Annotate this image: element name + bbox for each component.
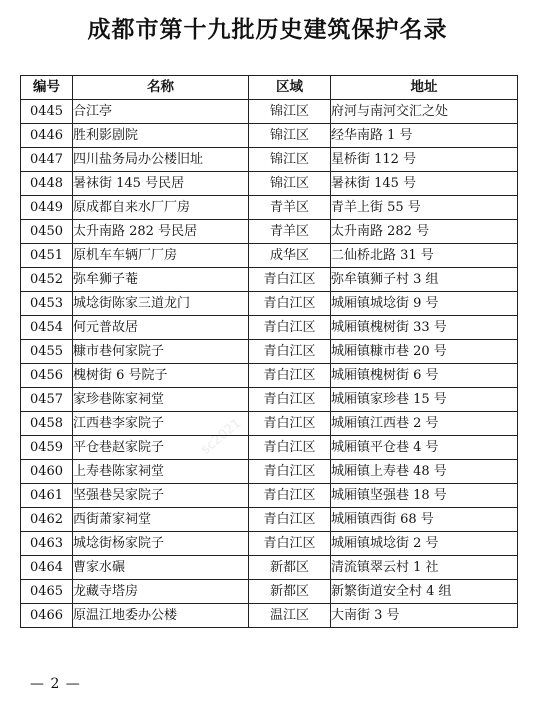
cell-address: 青羊上街 55 号 (331, 196, 518, 220)
table-row (21, 436, 518, 460)
table-row (21, 292, 518, 316)
cell-district: 锦江区 (249, 100, 331, 124)
table-row (21, 388, 518, 412)
cell-id: 0458 (21, 412, 73, 436)
table-row (21, 412, 518, 436)
cell-district: 温江区 (249, 604, 331, 628)
table-body (21, 100, 518, 628)
column-header-name: 名称 (73, 76, 249, 100)
table-row (21, 532, 518, 556)
cell-id: 0459 (21, 436, 73, 460)
cell-district: 青白江区 (249, 340, 331, 364)
cell-id: 0464 (21, 556, 73, 580)
cell-address: 城厢镇家珍巷 15 号 (331, 388, 518, 412)
cell-id: 0453 (21, 292, 73, 316)
table-row (21, 604, 518, 628)
cell-id: 0454 (21, 316, 73, 340)
table-header-row (21, 76, 518, 100)
cell-name: 糠市巷何家院子 (73, 340, 249, 364)
cell-district: 锦江区 (249, 124, 331, 148)
cell-id: 0460 (21, 460, 73, 484)
table-row (21, 508, 518, 532)
cell-district: 青白江区 (249, 436, 331, 460)
cell-name: 江西巷李家院子 (73, 412, 249, 436)
cell-name: 城埝街陈家三道龙门 (73, 292, 249, 316)
cell-name: 原温江地委办公楼 (73, 604, 249, 628)
cell-name: 原成都自来水厂厂房 (73, 196, 249, 220)
cell-district: 青羊区 (249, 196, 331, 220)
cell-name: 四川盐务局办公楼旧址 (73, 148, 249, 172)
cell-id: 0451 (21, 244, 73, 268)
cell-district: 青白江区 (249, 532, 331, 556)
cell-district: 成华区 (249, 244, 331, 268)
cell-address: 城厢镇坚强巷 18 号 (331, 484, 518, 508)
cell-address: 大南街 3 号 (331, 604, 518, 628)
cell-name: 槐树街 6 号院子 (73, 364, 249, 388)
cell-address: 新繁街道安全村 4 组 (331, 580, 518, 604)
cell-id: 0466 (21, 604, 73, 628)
cell-address: 城厢镇江西巷 2 号 (331, 412, 518, 436)
cell-name: 龙藏寺塔房 (73, 580, 249, 604)
cell-id: 0456 (21, 364, 73, 388)
cell-id: 0463 (21, 532, 73, 556)
cell-address: 城厢镇槐树街 33 号 (331, 316, 518, 340)
table-row (21, 364, 518, 388)
cell-address: 星桥街 112 号 (331, 148, 518, 172)
cell-name: 城埝街杨家院子 (73, 532, 249, 556)
cell-district: 青白江区 (249, 292, 331, 316)
cell-name: 暑袜街 145 号民居 (73, 172, 249, 196)
cell-district: 新都区 (249, 580, 331, 604)
table-row (21, 580, 518, 604)
table-row (21, 172, 518, 196)
cell-district: 青白江区 (249, 388, 331, 412)
table-row (21, 268, 518, 292)
page-number: — 2 — (30, 676, 81, 692)
table-row (21, 556, 518, 580)
cell-address: 城厢镇上寿巷 48 号 (331, 460, 518, 484)
table-row (21, 484, 518, 508)
cell-address: 二仙桥北路 31 号 (331, 244, 518, 268)
watermark: sc2021 (198, 415, 245, 458)
cell-district: 锦江区 (249, 148, 331, 172)
cell-address: 经华南路 1 号 (331, 124, 518, 148)
table-row (21, 196, 518, 220)
heritage-register-table (20, 75, 518, 628)
cell-id: 0457 (21, 388, 73, 412)
cell-id: 0449 (21, 196, 73, 220)
cell-name: 上寿巷陈家祠堂 (73, 460, 249, 484)
cell-id: 0462 (21, 508, 73, 532)
cell-district: 青白江区 (249, 364, 331, 388)
cell-id: 0446 (21, 124, 73, 148)
cell-district: 新都区 (249, 556, 331, 580)
cell-address: 城厢镇城埝街 2 号 (331, 532, 518, 556)
column-header-id: 编号 (21, 76, 73, 100)
cell-address: 太升南路 282 号 (331, 220, 518, 244)
cell-address: 暑袜街 145 号 (331, 172, 518, 196)
cell-address: 弥牟镇狮子村 3 组 (331, 268, 518, 292)
cell-id: 0465 (21, 580, 73, 604)
cell-id: 0461 (21, 484, 73, 508)
cell-address: 城厢镇城埝街 9 号 (331, 292, 518, 316)
table-row (21, 244, 518, 268)
table-row (21, 460, 518, 484)
cell-name: 何元普故居 (73, 316, 249, 340)
cell-address: 城厢镇槐树街 6 号 (331, 364, 518, 388)
cell-name: 弥牟狮子菴 (73, 268, 249, 292)
cell-id: 0445 (21, 100, 73, 124)
cell-district: 青白江区 (249, 316, 331, 340)
table-row (21, 340, 518, 364)
cell-name: 西街萧家祠堂 (73, 508, 249, 532)
cell-district: 锦江区 (249, 172, 331, 196)
cell-address: 城厢镇西街 68 号 (331, 508, 518, 532)
cell-name: 合江亭 (73, 100, 249, 124)
page-title: 成都市第十九批历史建筑保护名录 (87, 16, 448, 43)
cell-name: 坚强巷吴家院子 (73, 484, 249, 508)
column-header-address: 地址 (331, 76, 518, 100)
cell-name: 太升南路 282 号民居 (73, 220, 249, 244)
cell-district: 青白江区 (249, 460, 331, 484)
cell-address: 城厢镇糠市巷 20 号 (331, 340, 518, 364)
cell-district: 青白江区 (249, 412, 331, 436)
cell-district: 青白江区 (249, 484, 331, 508)
cell-name: 原机车车辆厂厂房 (73, 244, 249, 268)
cell-name: 曹家水碾 (73, 556, 249, 580)
cell-id: 0450 (21, 220, 73, 244)
cell-address: 清流镇翠云村 1 社 (331, 556, 518, 580)
cell-id: 0447 (21, 148, 73, 172)
cell-name: 家珍巷陈家祠堂 (73, 388, 249, 412)
cell-name: 平仓巷赵家院子 (73, 436, 249, 460)
cell-district: 青白江区 (249, 268, 331, 292)
cell-id: 0452 (21, 268, 73, 292)
cell-address: 府河与南河交汇之处 (331, 100, 518, 124)
table-row (21, 124, 518, 148)
cell-district: 青羊区 (249, 220, 331, 244)
cell-district: 青白江区 (249, 508, 331, 532)
cell-name: 胜利影剧院 (73, 124, 249, 148)
table-row (21, 220, 518, 244)
table-row (21, 148, 518, 172)
table-row (21, 100, 518, 124)
column-header-district: 区域 (249, 76, 331, 100)
cell-id: 0448 (21, 172, 73, 196)
cell-id: 0455 (21, 340, 73, 364)
cell-address: 城厢镇平仓巷 4 号 (331, 436, 518, 460)
table-row (21, 316, 518, 340)
